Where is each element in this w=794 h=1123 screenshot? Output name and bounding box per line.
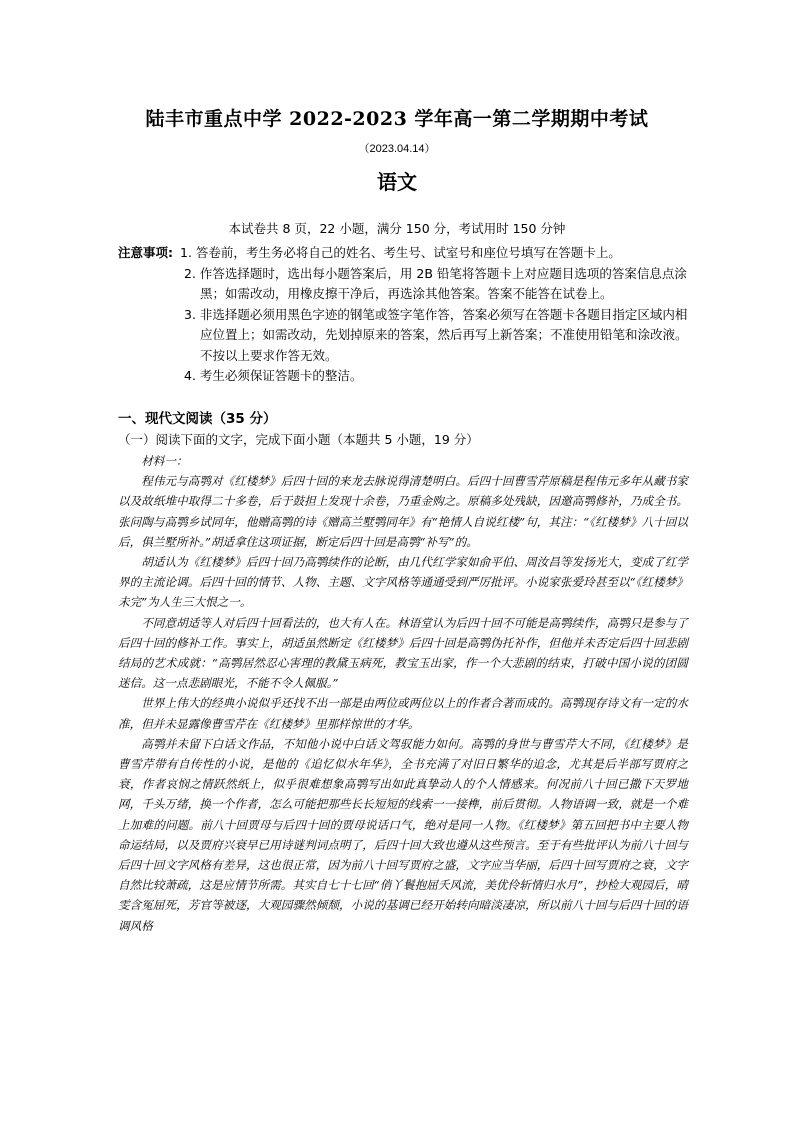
passage-paragraph: 程伟元与高鹗对《红楼梦》后四十回的来龙去脉说得清楚明白。后四十回曹雪芹原稿是程伟元多年从藏书家以及故纸堆中取得二十多卷，后于鼓担上发现十余卷，乃重金购之。原稿多处残缺，因邀高鹗修补，乃成全书。张问陶与高鹗乡试同年，他赠高鹗的诗《赠高兰墅鹗同年》有“艳情人自说红楼”句，其注：“《红楼梦》八十回以后，俱兰墅所补。”胡适拿住这项证据，断定后四十回是高鹗“补写”的。 [118,474,688,549]
material-label: 材料一： [141,454,188,468]
exam-title: 陆丰市重点中学 2022-2023 学年高一第二学期期中考试 [145,108,649,130]
exam-date: （2023.04.14） [358,143,436,155]
note-item [118,366,688,387]
note-item [118,264,688,305]
passage-paragraph: 世界上伟大的经典小说似乎还找不出一部是由两位或两位以上的作者合著而成的。高鹗现存诗文有一定的水准，但并未显露像曹雪芹在《红楼梦》里那样惊世的才华。 [118,696,688,731]
notes-label: 注意事项: [118,245,173,260]
note-text: 3. 非选择题必须用黑色字迹的钢笔或签字笔作答，答案必须写在答题卡各题目指定区域内相应位置上；如需改动，先划掉原来的答案，然后再写上新答案；不准使用铅笔和涂改液。不按以上要求作答无效。 [184,306,688,363]
exam-meta: 本试卷共 8 页，22 小题，满分 150 分，考试用时 150 分钟 [228,221,566,236]
passage-paragraph: 胡适认为《红楼梦》后四十回乃高鹗续作的论断，由几代红学家如俞平伯、周汝昌等发扬光大，变成了红学界的主流论调。后四十回的情节、人物、主题、文字风格等通通受到严厉批评。小说家张爱玲甚至以“《红楼梦》未完”为人生三大恨之一。 [118,555,688,610]
note-text: 1. 答卷前，考生务必将自己的姓名、考生号、试室号和座位号填写在答题卡上。 [180,245,621,260]
subject-title: 语文 [377,170,417,194]
reading-passage [118,451,688,936]
passage-paragraph: 不同意胡适等人对后四十回看法的，也大有人在。林语堂认为后四十回不可能是高鹗续作，高鹗只是参与了后四十回的修补工作。事实上，胡适虽然断定《红楼梦》后四十回是高鹗伪托补作，但他并未否定后四十回悲剧结局的艺术成就：“高鹗居然忍心害理的教黛玉病死，教宝玉出家，作一个大悲剧的结束，打破中国小说的团圆迷信。这一点悲剧眼光，不能不令人佩服。” [118,615,688,691]
note-item [118,305,688,367]
note-text: 2. 作答选择题时，选出每小题答案后，用 2B 铅笔将答题卡上对应题目选项的答案信息点涂黑；如需改动，用橡皮擦干净后，再选涂其他答案。答案不能答在试卷上。 [184,265,687,301]
note-text: 4. 考生必须保证答题卡的整洁。 [184,368,363,383]
passage-paragraph: 高鹗并未留下白话文作品，不知他小说中白话文驾驭能力如何。高鹗的身世与曹雪芹大不同，《红楼梦》是曹雪芹带有自传性的小说，是他的《追忆似水年华》，全书充满了对旧日繁华的追念，尤其是后半部写贾府之衰，作者哀悯之情跃然纸上，似乎很难想象高鹗写出如此真挚动人的个人情感来。何况前八十回已撒下天罗地网，千头万绪，换一个作者，怎么可能把那些长长短短的线索一一接榫，前后贯彻。人物语调一致，就是一个难上加难的问题。前八十回贾母与后四十回的贾母说话口气，绝对是同一人物。《红楼梦》第五回把书中主要人物命运结局，以及贾府兴衰早已用诗谜判词点明了，后四十回大致也遵从这些预言。至于有些批评认为前八十回与后四十回文字风格有差异，这也很正常，因为前八十回写贾府之盛，文字应当华丽，后四十回写贾府之衰，文字自然比较萧疏，这是应情节所需。其实自七十七回“俏丫鬟抱屈夭风流，美优伶斩情归水月”，抄检大观园后，晴雯含冤屈死，芳官等被逐，大观园骤然倾颓，小说的基调已经开始转向暗淡凄凉，所以前八十回与后四十回的语调风格 [118,736,688,933]
subsection-heading: （一）阅读下面的文字，完成下面小题（本题共 5 小题，19 分） [118,432,479,447]
exam-notes [118,243,688,387]
section-heading: 一、现代文阅读（35 分） [118,411,277,427]
note-item [118,243,688,264]
